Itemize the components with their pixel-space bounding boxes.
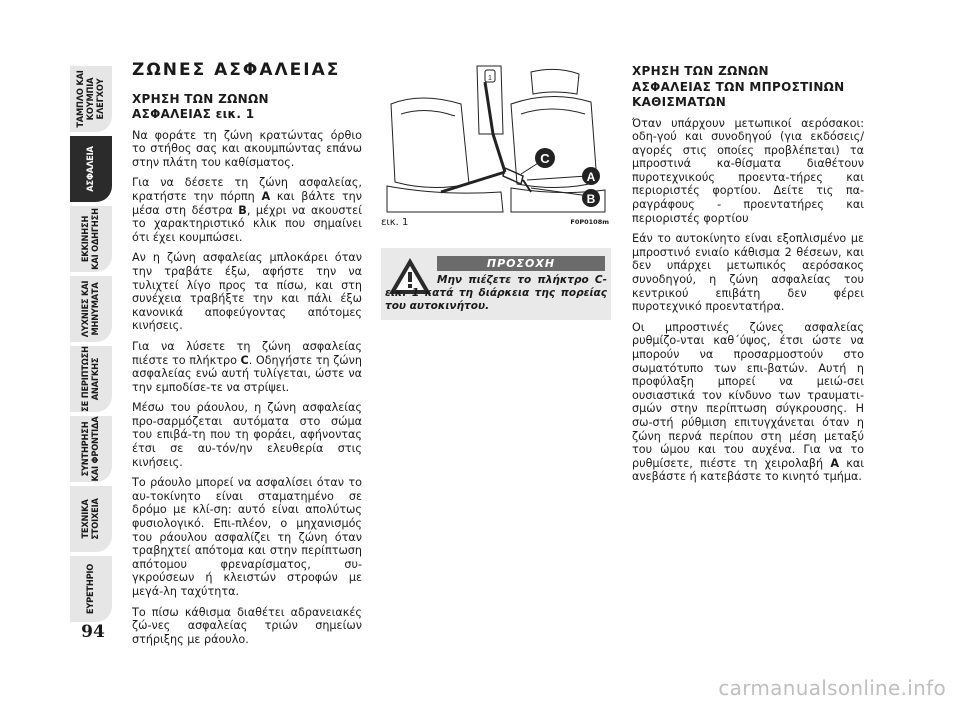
right-column: [632, 64, 864, 491]
paragraph: Για να λύσετε τη ζώνη ασφαλείας πιέστε το πλήκτρο C. Οδηγήστε τη ζώνη ασφαλείας ενώ αυτή τυλίγεται, ώστε να την εμποδίσε-τε να στρίψει.: [132, 339, 362, 394]
paragraph: Οι μπροστινές ζώνες ασφαλείας ρυθμίζο-νται καθ΄ύψος, έτσι ώστε να μπορούν να προσαρμοστούν στο σωματότυπο των επι-βατών. Αυτή η προφύλαξη μπορεί να μειώ-σει ουσιαστικά τον κίνδυνο των τραυματι-σμών στην περίπτωση σύγκρουσης. Η σω-στή ρύθμιση επιτυγχάνεται όταν η ζώνη περνά περίπου στη μέση μεταξύ του ώμου και του αυχένα. Για να το ρυθμίσετε, πιέστε τη χειρολαβή A και ανεβάστε ή κατεβάστε το κινητό τμήμα.: [632, 320, 864, 484]
paragraph: Να φοράτε τη ζώνη κρατώντας όρθιο το στήθος σας και ακουμπώντας επάνω στην πλάτη του καθίσματος.: [132, 128, 362, 169]
figure-caption-text: εικ. 1: [381, 217, 409, 228]
left-column: [132, 60, 362, 653]
page-number: 94: [81, 622, 105, 642]
paragraph: Το ράουλο μπορεί να ασφαλίσει όταν το αυ-τοκίνητο είναι σταματημένο σε δρόμο με κλί-ση: αυτό είναι απολύτως φυσιολογικό. Επι-πλέον, ο μηχανισμός του ράουλου ασφαλίζει τη ζώνη όταν τραβηχτεί απότομα και στην περίπτωση απότομου φρεναρίσματος, συ-γκρούσεων ή κλειστών στροφών με μεγά-λη ταχύτητα.: [132, 476, 362, 598]
callout-c: C: [540, 151, 550, 166]
callout-b: B: [586, 192, 596, 206]
callout-a: A: [586, 170, 596, 184]
warning-box: [381, 248, 611, 320]
paragraph: Όταν υπάρχουν μετωπικοί αερόσακοι: οδη-γού και συνοδηγού (για εκδόσεις/αγορές στις οποίες προβλέπεται) τα μπροστινά κα-θίσματα διαθέτουν πυροτεχνικούς προεντα-τήρες και περιοριστές φορτίου. Δείτε τις πα-ραγράφους - προεντατήρες και περιοριστές φορτίου: [632, 116, 864, 225]
tab-maintenance-care[interactable]: ΣΥΝΤΗΡΗΣΗ ΚΑΙ ΦΡΟΝΤΙΔΑ: [70, 416, 112, 482]
page-title: ΖΩΝΕΣ ΑΣΦΑΛΕΙΑΣ: [132, 60, 341, 80]
paragraph: Για να δέσετε τη ζώνη ασφαλείας, κρατήστε την πόρπη A και βάλτε την μέσα στη δέστρα B, μέχρι να ακουστεί το χαρακτηριστικό κλικ που σημαίνει ότι έχει κουμπώσει.: [132, 176, 362, 244]
tab-dashboard-controls[interactable]: ΤΑΜΠΛΟ ΚΑΙ ΚΟΥΜΠΙΑ ΕΛΕΓΧΟΥ: [70, 66, 112, 132]
tab-lights-messages[interactable]: ΛΥΧΝΙΕΣ ΚΑΙ ΜΗΝΥΜΑΤΑ: [70, 276, 112, 342]
pillar-label: 1: [488, 75, 492, 82]
paragraph: Το πίσω κάθισμα διαθέτει αδρανειακές ζώ-νες ασφαλείας τριών σημείων στήριξης με ράουλο.: [132, 605, 362, 646]
warning-header: ΠΡΟΣΟΧΗ: [437, 256, 605, 271]
section-heading-front-seats: ΧΡΗΣΗ ΤΩΝ ΖΩΝΩΝ ΑΣΦΑΛΕΙΑΣ ΤΩΝ ΜΠΡΟΣΤΙΝΩΝ ΚΑΘΙΣΜΑΤΩΝ: [632, 64, 845, 109]
seatbelt-illustration: [381, 64, 611, 214]
tab-safety[interactable]: ΑΣΦΑΛΕΙΑ: [70, 136, 112, 202]
paragraph: Αν η ζώνη ασφαλείας μπλοκάρει όταν την τραβάτε έξω, αφήστε την να τυλιχτεί λίγο προς τα πίσω, και στη συνέχεια τραβήξτε την και πάλι έξω κανονικά αποφεύγοντας απότομες κινήσεις.: [132, 251, 362, 333]
warning-text: Μην πιέζετε το πλήκτρο C-εικ. 1 κατά τη διάρκεια της πορείας του αυτοκινήτου.: [385, 274, 607, 312]
tab-index[interactable]: ΕΥΡΕΤΗΡΙΟ: [70, 556, 112, 622]
watermark: carmanualsonline.info: [718, 676, 946, 700]
paragraph: Εάν το αυτοκίνητο είναι εξοπλισμένο με μπροστινό ενιαίο κάθισμα 2 θέσεων, και δεν υπάρχει μετωπικός αερόσακος συνοδηγού, η ζώνη ασφαλείας του κεντρικού επιβάτη δεν φέρει πυροτεχνικό προεντατήρα.: [632, 232, 864, 314]
tab-starting-driving[interactable]: ΕΚΚΙΝΗΣΗ ΚΑΙ ΟΔΗΓΗΣΗ: [70, 206, 112, 272]
section-heading: ΧΡΗΣΗ ΤΩΝ ΖΩΝΩΝ ΑΣΦΑΛΕΙΑΣ εικ. 1: [132, 91, 269, 122]
tab-emergency[interactable]: ΣΕ ΠΕΡΙΠΤΩΣΗ ΑΝΑΓΚΗΣ: [70, 346, 112, 412]
figure-caption: [381, 217, 611, 228]
seatbelt-drawing: [381, 64, 611, 214]
paragraph: Μέσω του ράουλου, η ζώνη ασφαλείας προ-σαρμόζεται αυτόματα στο σώμα του επιβά-τη που τη φοράει, αφήνοντας έτσι σε αυ-τόν/ην ελευθερία στις κινήσεις.: [132, 401, 362, 469]
tab-technical-data[interactable]: ΤΕΧΝΙΚΑ ΣΤΟΙΧΕΙΑ: [70, 486, 112, 552]
figure-code: F0P0108m: [570, 218, 609, 226]
